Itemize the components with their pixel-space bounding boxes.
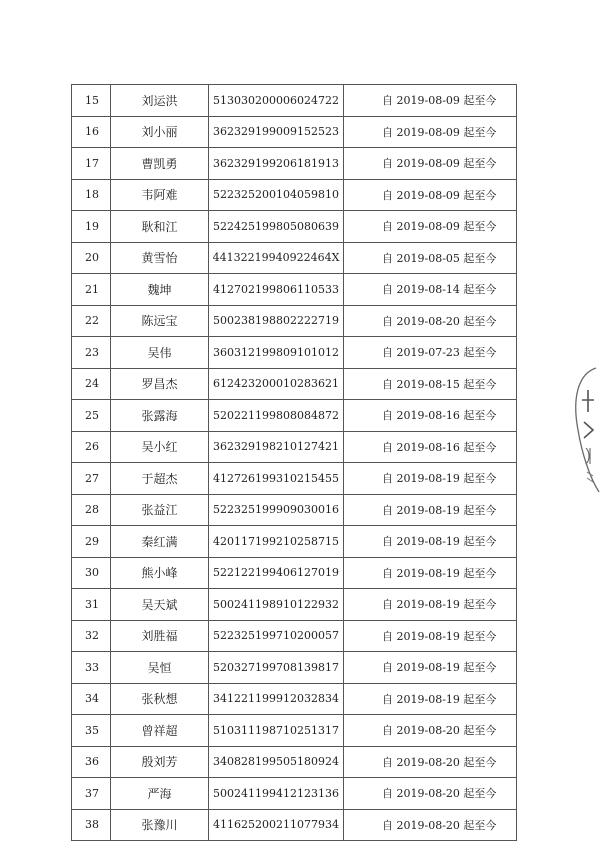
row-number: 38: [72, 809, 111, 841]
table-row: [72, 148, 517, 180]
person-name: 张豫川: [111, 809, 209, 841]
id-number: 500241198910122932: [209, 589, 344, 621]
table-row: [72, 526, 517, 558]
id-number: 522122199406127019: [209, 557, 344, 589]
employment-period: 自 2019-08-20 起至今: [344, 746, 517, 778]
person-name: 曾祥超: [111, 715, 209, 747]
row-number: 34: [72, 683, 111, 715]
id-number: 420117199210258715: [209, 526, 344, 558]
id-number: 522325199710200057: [209, 620, 344, 652]
person-name: 刘小丽: [111, 116, 209, 148]
personnel-table: [71, 84, 517, 841]
row-number: 28: [72, 494, 111, 526]
table-row: [72, 116, 517, 148]
row-number: 29: [72, 526, 111, 558]
table-row: [72, 809, 517, 841]
employment-period: 自 2019-08-05 起至今: [344, 242, 517, 274]
employment-period: 自 2019-08-19 起至今: [344, 589, 517, 621]
person-name: 张露海: [111, 400, 209, 432]
person-name: 曹凯勇: [111, 148, 209, 180]
id-number: 513030200006024722: [209, 85, 344, 117]
seal-stamp-fragment: [566, 360, 600, 500]
row-number: 27: [72, 463, 111, 495]
table-row: [72, 778, 517, 810]
row-number: 22: [72, 305, 111, 337]
table-row: [72, 337, 517, 369]
row-number: 33: [72, 652, 111, 684]
table-row: [72, 683, 517, 715]
table-row: [72, 274, 517, 306]
table-row: [72, 463, 517, 495]
row-number: 18: [72, 179, 111, 211]
person-name: 魏坤: [111, 274, 209, 306]
person-name: 吴天斌: [111, 589, 209, 621]
table-row: [72, 557, 517, 589]
table-row: [72, 211, 517, 243]
person-name: 张益江: [111, 494, 209, 526]
row-number: 26: [72, 431, 111, 463]
row-number: 19: [72, 211, 111, 243]
employment-period: 自 2019-08-19 起至今: [344, 463, 517, 495]
person-name: 熊小峰: [111, 557, 209, 589]
row-number: 35: [72, 715, 111, 747]
table-row: [72, 746, 517, 778]
person-name: 韦阿难: [111, 179, 209, 211]
employment-period: 自 2019-08-16 起至今: [344, 431, 517, 463]
id-number: 44132219940922464X: [209, 242, 344, 274]
row-number: 37: [72, 778, 111, 810]
employment-period: 自 2019-08-19 起至今: [344, 620, 517, 652]
table-row: [72, 620, 517, 652]
employment-period: 自 2019-08-14 起至今: [344, 274, 517, 306]
row-number: 16: [72, 116, 111, 148]
table-row: [72, 242, 517, 274]
table-row: [72, 589, 517, 621]
employment-period: 自 2019-08-19 起至今: [344, 557, 517, 589]
employment-period: 自 2019-07-23 起至今: [344, 337, 517, 369]
row-number: 24: [72, 368, 111, 400]
table-row: [72, 652, 517, 684]
employment-period: 自 2019-08-16 起至今: [344, 400, 517, 432]
row-number: 31: [72, 589, 111, 621]
row-number: 32: [72, 620, 111, 652]
id-number: 612423200010283621: [209, 368, 344, 400]
row-number: 21: [72, 274, 111, 306]
id-number: 340828199505180924: [209, 746, 344, 778]
row-number: 20: [72, 242, 111, 274]
person-name: 陈远宝: [111, 305, 209, 337]
employment-period: 自 2019-08-19 起至今: [344, 494, 517, 526]
employment-period: 自 2019-08-19 起至今: [344, 683, 517, 715]
employment-period: 自 2019-08-09 起至今: [344, 211, 517, 243]
person-name: 严海: [111, 778, 209, 810]
id-number: 520327199708139817: [209, 652, 344, 684]
table-row: [72, 715, 517, 747]
row-number: 30: [72, 557, 111, 589]
id-number: 522325199909030016: [209, 494, 344, 526]
employment-period: 自 2019-08-19 起至今: [344, 652, 517, 684]
person-name: 刘胜福: [111, 620, 209, 652]
id-number: 520221199808084872: [209, 400, 344, 432]
id-number: 341221199912032834: [209, 683, 344, 715]
person-name: 吴伟: [111, 337, 209, 369]
employment-period: 自 2019-08-09 起至今: [344, 148, 517, 180]
id-number: 362329198210127421: [209, 431, 344, 463]
person-name: 黄雪怡: [111, 242, 209, 274]
id-number: 360312199809101012: [209, 337, 344, 369]
employment-period: 自 2019-08-20 起至今: [344, 305, 517, 337]
employment-period: 自 2019-08-09 起至今: [344, 179, 517, 211]
id-number: 522425199805080639: [209, 211, 344, 243]
id-number: 362329199206181913: [209, 148, 344, 180]
id-number: 500238198802222719: [209, 305, 344, 337]
employment-period: 自 2019-08-20 起至今: [344, 809, 517, 841]
id-number: 510311198710251317: [209, 715, 344, 747]
person-name: 张秋想: [111, 683, 209, 715]
row-number: 23: [72, 337, 111, 369]
person-name: 秦红满: [111, 526, 209, 558]
person-name: 刘运洪: [111, 85, 209, 117]
person-name: 耿和江: [111, 211, 209, 243]
person-name: 吴恒: [111, 652, 209, 684]
table-row: [72, 431, 517, 463]
employment-period: 自 2019-08-09 起至今: [344, 116, 517, 148]
employment-period: 自 2019-08-19 起至今: [344, 526, 517, 558]
table-row: [72, 368, 517, 400]
row-number: 17: [72, 148, 111, 180]
table-row: [72, 400, 517, 432]
row-number: 25: [72, 400, 111, 432]
person-name: 殷刘芳: [111, 746, 209, 778]
id-number: 412726199310215455: [209, 463, 344, 495]
id-number: 411625200211077934: [209, 809, 344, 841]
id-number: 412702199806110533: [209, 274, 344, 306]
row-number: 15: [72, 85, 111, 117]
person-name: 罗昌杰: [111, 368, 209, 400]
table-body: [72, 85, 517, 841]
person-name: 于超杰: [111, 463, 209, 495]
employment-period: 自 2019-08-15 起至今: [344, 368, 517, 400]
table-row: [72, 85, 517, 117]
employment-period: 自 2019-08-20 起至今: [344, 778, 517, 810]
id-number: 500241199412123136: [209, 778, 344, 810]
id-number: 522325200104059810: [209, 179, 344, 211]
person-name: 吴小红: [111, 431, 209, 463]
table-row: [72, 305, 517, 337]
id-number: 362329199009152523: [209, 116, 344, 148]
employment-period: 自 2019-08-20 起至今: [344, 715, 517, 747]
employment-period: 自 2019-08-09 起至今: [344, 85, 517, 117]
table-row: [72, 179, 517, 211]
row-number: 36: [72, 746, 111, 778]
table-row: [72, 494, 517, 526]
